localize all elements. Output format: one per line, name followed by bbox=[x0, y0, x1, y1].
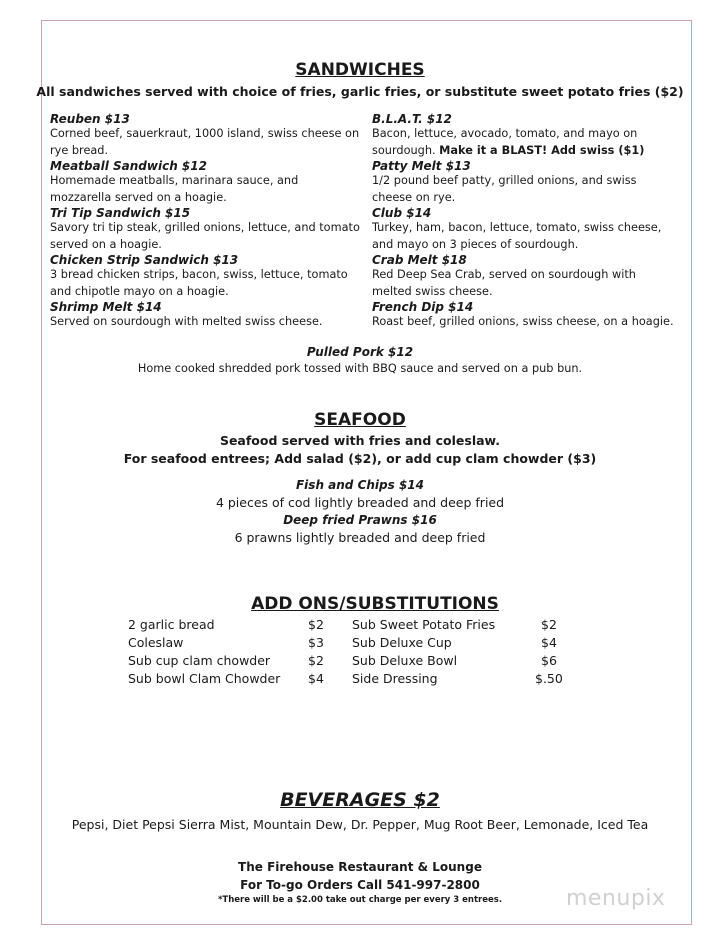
seafood-item-description: 4 pieces of cod lightly breaded and deep fried bbox=[215, 495, 505, 510]
seafood-item-name: Fish and Chips $14 bbox=[295, 478, 424, 492]
item-name: Meatball Sandwich $12 bbox=[50, 159, 207, 173]
item-name: Reuben $13 bbox=[50, 112, 130, 126]
beverages-list: Pepsi, Diet Pepsi Sierra Mist, Mountain Dew, Dr. Pepper, Mug Root Beer, Lemonade, Iced Tea bbox=[71, 817, 649, 832]
item-description: Homemade meatballs, marinara sauce, and mozzarella served on a hoagie. bbox=[50, 174, 299, 204]
addon-name: Side Dressing bbox=[352, 671, 438, 686]
addon-name: Sub Sweet Potato Fries bbox=[352, 617, 496, 632]
item-name: Tri Tip Sandwich $15 bbox=[50, 206, 191, 220]
sandwiches-left-column bbox=[50, 112, 360, 331]
addon-price: $4 bbox=[308, 671, 324, 686]
addon-name: 2 garlic bread bbox=[128, 617, 215, 632]
addon-price: $2 bbox=[541, 617, 557, 632]
item-name: B.L.A.T. $12 bbox=[372, 112, 452, 126]
item-name: French Dip $14 bbox=[372, 300, 474, 314]
addon-name: Sub Deluxe Bowl bbox=[352, 653, 458, 668]
seafood-title: SEAFOOD bbox=[314, 410, 406, 430]
addon-price: $3 bbox=[308, 635, 324, 650]
item-description: Served on sourdough with melted swiss cheese. bbox=[50, 315, 323, 328]
item-description: Turkey, ham, bacon, lettuce, tomato, swiss cheese, and mayo on 3 pieces of sourdough. bbox=[372, 221, 662, 251]
sandwiches-subtitle: All sandwiches served with choice of fries, garlic fries, or substitute sweet potato fries ($2) bbox=[36, 84, 684, 99]
addon-name: Coleslaw bbox=[128, 635, 184, 650]
menu-item bbox=[372, 159, 677, 206]
menu-item bbox=[372, 253, 677, 300]
item-name: Crab Melt $18 bbox=[372, 253, 467, 267]
seafood-line-1: Seafood served with fries and coleslaw. bbox=[219, 433, 501, 448]
sandwiches-right-column bbox=[372, 112, 677, 331]
addon-price: $.50 bbox=[535, 671, 563, 686]
menu-item bbox=[50, 112, 360, 159]
seafood-line-2: For seafood entrees; Add salad ($2), or add cup clam chowder ($3) bbox=[123, 451, 597, 466]
seafood-item-description: 6 prawns lightly breaded and deep fried bbox=[234, 530, 486, 545]
item-description bbox=[372, 126, 677, 159]
addon-price: $2 bbox=[308, 617, 324, 632]
pulled-pork-name: Pulled Pork $12 bbox=[306, 345, 414, 359]
menu-item bbox=[372, 112, 677, 159]
item-name: Chicken Strip Sandwich $13 bbox=[50, 253, 239, 267]
item-description: Red Deep Sea Crab, served on sourdough with melted swiss cheese. bbox=[372, 268, 636, 298]
item-extra: Make it a BLAST! Add swiss ($1) bbox=[439, 143, 645, 157]
sandwiches-title: SANDWICHES bbox=[295, 60, 425, 80]
beverages-title: BEVERAGES $2 bbox=[280, 789, 440, 811]
watermark-logo: menupix bbox=[566, 886, 666, 911]
menu-item bbox=[50, 253, 360, 300]
menu-item bbox=[50, 159, 360, 206]
addon-name: Sub Deluxe Cup bbox=[352, 635, 452, 650]
addons-title: ADD ONS/SUBSTITUTIONS bbox=[251, 594, 499, 614]
menu-item bbox=[372, 300, 677, 331]
menu-item bbox=[372, 206, 677, 253]
restaurant-name: The Firehouse Restaurant & Lounge bbox=[238, 860, 482, 874]
addon-name: Sub bowl Clam Chowder bbox=[128, 671, 281, 686]
menu-item bbox=[50, 300, 360, 331]
menu-item bbox=[50, 206, 360, 253]
item-name: Club $14 bbox=[372, 206, 432, 220]
addon-price: $6 bbox=[541, 653, 557, 668]
addon-name: Sub cup clam chowder bbox=[128, 653, 271, 668]
item-description: Roast beef, grilled onions, swiss cheese, on a hoagie. bbox=[372, 315, 674, 328]
item-name: Shrimp Melt $14 bbox=[50, 300, 162, 314]
item-description: Savory tri tip steak, grilled onions, lettuce, and tomato served on a hoagie. bbox=[50, 221, 360, 251]
item-description: 3 bread chicken strips, bacon, swiss, lettuce, tomato and chipotle mayo on a hoagie. bbox=[50, 268, 348, 298]
addon-price: $2 bbox=[308, 653, 324, 668]
item-description: 1/2 pound beef patty, grilled onions, and swiss cheese on rye. bbox=[372, 174, 637, 204]
item-description: Corned beef, sauerkraut, 1000 island, swiss cheese on rye bread. bbox=[50, 127, 360, 157]
seafood-item-name: Deep fried Prawns $16 bbox=[283, 513, 437, 527]
pulled-pork-description: Home cooked shredded pork tossed with BBQ sauce and served on a pub bun. bbox=[137, 362, 583, 375]
addon-price: $4 bbox=[541, 635, 557, 650]
item-description-text: Bacon, lettuce, avocado, tomato, and mayo on sourdough. bbox=[372, 127, 638, 157]
togo-phone: For To-go Orders Call 541-997-2800 bbox=[240, 878, 480, 892]
item-name: Patty Melt $13 bbox=[372, 159, 471, 173]
takeout-note: *There will be a $2.00 take out charge per every 3 entrees. bbox=[217, 895, 503, 905]
